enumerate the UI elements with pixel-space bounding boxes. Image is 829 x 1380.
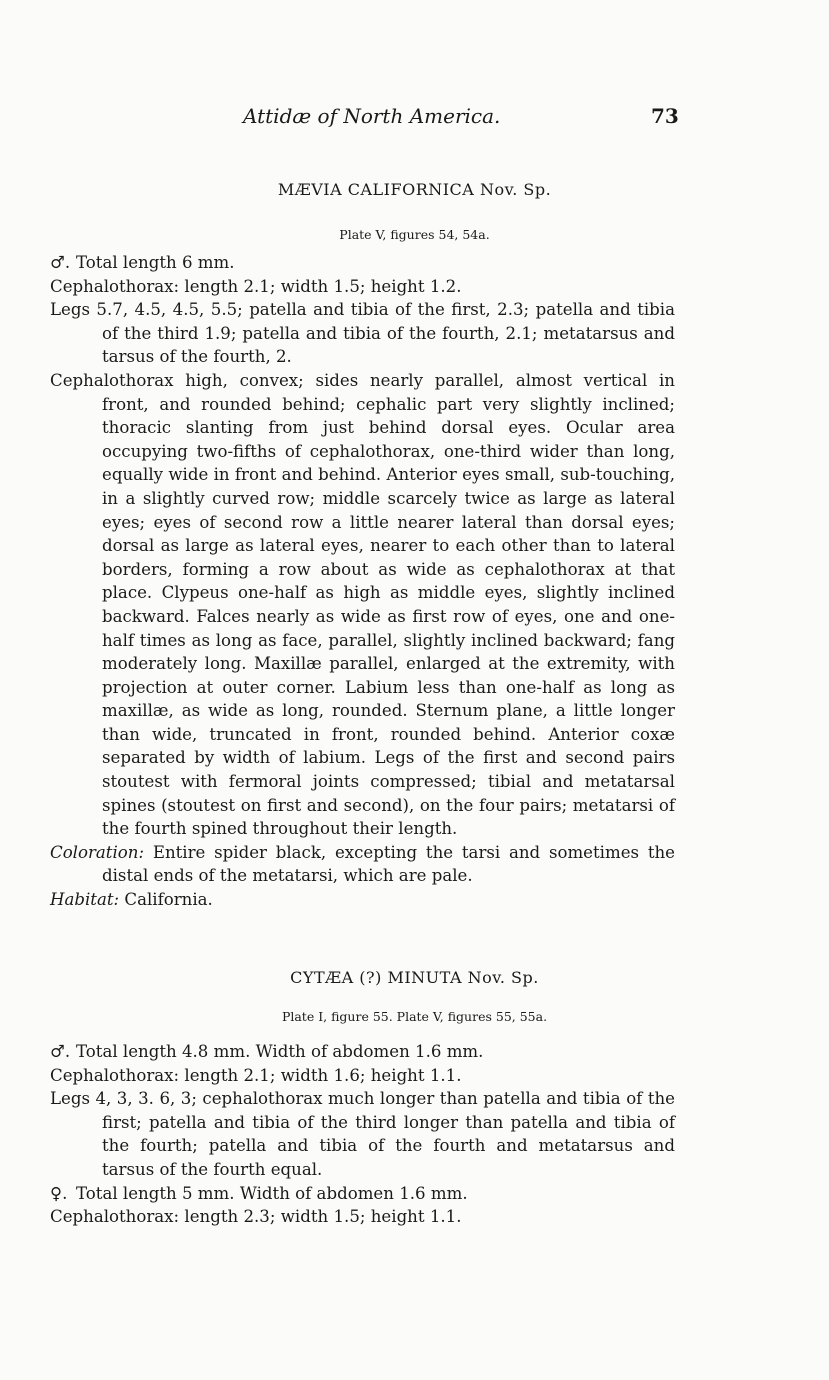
species-description-maevia [50, 251, 675, 912]
species-title-cytaea: CYTÆA (?) MINUTA Nov. Sp. [290, 968, 539, 987]
male-measurements-text: Total length 4.8 mm. Width of abdomen 1.6 mm. [76, 1042, 484, 1061]
female-cephalothorax-measurements: Cephalothorax: length 2.3; width 1.5; height 1.1. [50, 1207, 462, 1227]
plate-reference-maevia: Plate V, figures 54, 54a. [339, 227, 490, 242]
female-symbol-icon: ♀. [50, 1183, 68, 1203]
habitat-paragraph [50, 888, 675, 912]
male-measurements [50, 1040, 675, 1064]
male-symbol-icon: ♂. [50, 253, 71, 272]
coloration-text: Entire spider black, excepting the tarsi and sometimes the distal ends of the metatarsi, which are pale. [102, 842, 675, 886]
male-cephalothorax-measurements: Cephalothorax: length 2.1; width 1.6; height 1.1. [50, 1065, 462, 1085]
male-total-length-text: Total length 6 mm. [76, 253, 235, 272]
running-header [0, 104, 829, 132]
species-description-cytaea [50, 1040, 675, 1229]
legs-measurements: Legs 4, 3, 3. 6, 3; cephalothorax much longer than patella and tibia of the first; patella and tibia of the third longer than patella and tibia of the fourth; patella and tibia of the fourth and metatarsus and tarsus of the fourth equal. [50, 1089, 675, 1179]
cephalothorax-description: Cephalothorax high, convex; sides nearly parallel, almost vertical in front, and rounded behind; cephalic part very slightly inclined; thoracic slanting from just behind dorsal eyes. Ocular area occupying two-fifths of cephalothorax, one-third wider than long, equally wide in front and behind. Anterior eyes small, sub-touching, in a slightly curved row; middle scarcely twice as large as lateral eyes; eyes of second row a little nearer lateral than dorsal eyes; dorsal as large as lateral eyes, nearer to each other than to lateral borders, forming a row about as wide as cephalothorax at that place. Clypeus one-half as high as middle eyes, slightly inclined backward. Falces nearly as wide as first row of eyes, one and one-half times as long as face, parallel, slightly inclined backward; fang moderately long. Maxillæ parallel, enlarged at the extremity, with projection at outer corner. Labium less than one-half as long as maxillæ, as wide as long, rounded. Sternum plane, a little longer than wide, truncated in front, rounded behind. Anterior coxæ separated by width of labium. Legs of the first and second pairs stoutest with fermoral joints compressed; tibial and metatarsal spines (stoutest on first and second), on the four pairs; metatarsi of the fourth spined throughout their length. [50, 370, 675, 839]
coloration-label: Coloration: [50, 842, 145, 862]
cephalothorax-measurements: Cephalothorax: length 2.1; width 1.5; height 1.2. [50, 276, 462, 296]
page-number: 73 [651, 104, 679, 128]
legs-measurements: Legs 5.7, 4.5, 4.5, 5.5; patella and tibia of the first, 2.3; patella and tibia of the third 1.9; patella and tibia of the fourth, 2.1; metatarsus and tarsus of the fourth, 2. [50, 300, 675, 367]
male-symbol-icon: ♂. [50, 1042, 71, 1061]
habitat-label: Habitat: [50, 890, 120, 910]
running-title: Attidæ of North America. [243, 104, 501, 128]
habitat-text: California. [124, 890, 213, 910]
female-measurements-text: Total length 5 mm. Width of abdomen 1.6 mm. [76, 1183, 468, 1203]
coloration-paragraph [50, 841, 675, 888]
species-title-maevia: MÆVIA CALIFORNICA Nov. Sp. [277, 180, 552, 199]
male-total-length [50, 251, 675, 275]
plate-reference-cytaea: Plate I, figure 55. Plate V, figures 55, 55a. [281, 1009, 548, 1024]
female-measurements [50, 1182, 675, 1206]
